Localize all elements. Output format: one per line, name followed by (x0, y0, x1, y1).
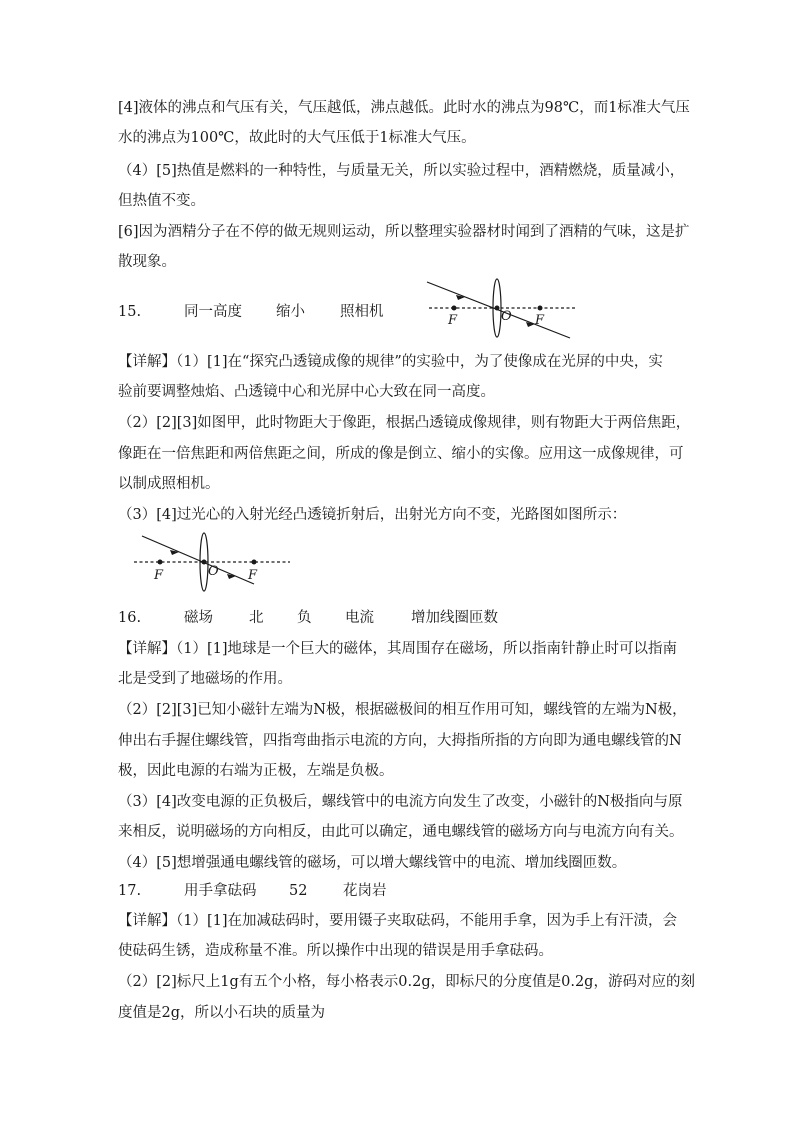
text-line: 水的沸点为100℃，故此时的大气压低于1标准大气压。 (118, 130, 476, 146)
answer-item: 磁场 (184, 610, 213, 626)
answer-item: 花岗岩 (343, 883, 387, 899)
explanation-line: （4）[5]想增强通电螺线管的磁场，可以增大螺线管中的电流、增加线圈匝数。 (118, 855, 627, 871)
explanation-line: （3）[4]过光心的入射光经凸透镜折射后，出射光方向不变，光路图如图所示： (118, 507, 627, 523)
explanation-line: 【详解】（1）[1]在“探究凸透镜成像的规律”的实验中，为了使像成在光屏的中央，实 (118, 354, 663, 370)
explanation-line: 【详解】（1）[1]地球是一个巨大的磁体，其周围存在磁场，所以指南针静止时可以指南 (118, 641, 678, 657)
answer-item: 52 (289, 883, 308, 899)
question-number: 16. (118, 610, 142, 626)
focus-label: F (448, 313, 458, 328)
explanation-line: 北是受到了地磁场的作用。 (118, 671, 292, 687)
focal-point (158, 560, 163, 565)
explanation-line: 【详解】（1）[1]在加减砝码时，要用镊子夹取砝码，不能用手拿，因为手上有汗渍，会 (118, 913, 678, 929)
explanation-line: 伸出右手握住螺线管，四指弯曲指示电流的方向，大拇指所指的方向即为通电螺线管的N (118, 733, 682, 749)
focus-label: F (154, 568, 164, 583)
explanation-line: 使砝码生锈，造成称量不准。所以操作中出现的错误是用手拿砝码。 (118, 943, 553, 959)
text-line: [6]因为酒精分子在不停的做无规则运动，所以整理实验器材时闻到了酒精的气味，这是扩 (118, 224, 690, 240)
answer-item: 电流 (345, 610, 374, 626)
text-line: （4）[5]热值是燃料的一种特性，与质量无关，所以实验过程中，酒精燃烧，质量减小， (118, 163, 685, 179)
answer-item: 同一高度 (184, 304, 242, 320)
center-label: O (501, 309, 512, 324)
lens-ray-diagram-explanation (130, 532, 295, 594)
explanation-line: 极，因此电源的右端为正极，左端是负极。 (118, 763, 394, 779)
explanation-line: 以制成照相机。 (118, 476, 220, 492)
explanation-line: 度值是2g，所以小石块的质量为 (118, 1005, 326, 1021)
focus-label: F (248, 568, 258, 583)
question-number: 17. (118, 883, 142, 899)
answer-item: 负 (297, 610, 312, 626)
optical-center (495, 306, 500, 311)
explanation-line: （3）[4]改变电源的正负极后，螺线管中的电流方向发生了改变，小磁针的N极指向与原 (118, 794, 683, 810)
answer-item: 增加线圈匝数 (411, 610, 498, 626)
answer-item: 照相机 (340, 304, 384, 320)
text-line: 散现象。 (118, 254, 176, 270)
focus-label: F (535, 313, 545, 328)
optical-center (202, 560, 207, 565)
focal-point (452, 306, 457, 311)
explanation-line: 来相反，说明磁场的方向相反，由此可以确定，通电螺线管的磁场方向与电流方向有关。 (118, 824, 684, 840)
explanation-line: 验前要调整烛焰、凸透镜中心和光屏中心大致在同一高度。 (118, 384, 495, 400)
explanation-line: （2）[2][3]已知小磁针左端为N极，根据磁极间的相互作用可知，螺线管的左端为N极， (118, 702, 687, 718)
explanation-line: （2）[2]标尺上1g有五个小格，每小格表示0.2g，即标尺的分度值是0.2g，游码对应的刻 (118, 974, 695, 990)
question-number: 15. (118, 304, 142, 320)
focal-point (538, 306, 543, 311)
answer-item: 缩小 (276, 304, 305, 320)
explanation-line: 像距在一倍焦距和两倍焦距之间，所成的像是倒立、缩小的实像。应用这一成像规律，可 (118, 446, 684, 462)
explanation-line: （2）[2][3]如图甲，此时物距大于像距，根据凸透镜成像规律，则有物距大于两倍焦距， (118, 415, 691, 431)
text-line: [4]液体的沸点和气压有关，气压越低，沸点越低。此时水的沸点为98℃，而1标准大气压 (118, 100, 690, 116)
center-label: O (208, 564, 219, 579)
focal-point (252, 560, 257, 565)
answer-item: 北 (249, 610, 264, 626)
answer-item: 用手拿砝码 (184, 883, 257, 899)
text-line: 但热值不变。 (118, 193, 205, 209)
lens-ray-diagram-answer (425, 280, 585, 342)
